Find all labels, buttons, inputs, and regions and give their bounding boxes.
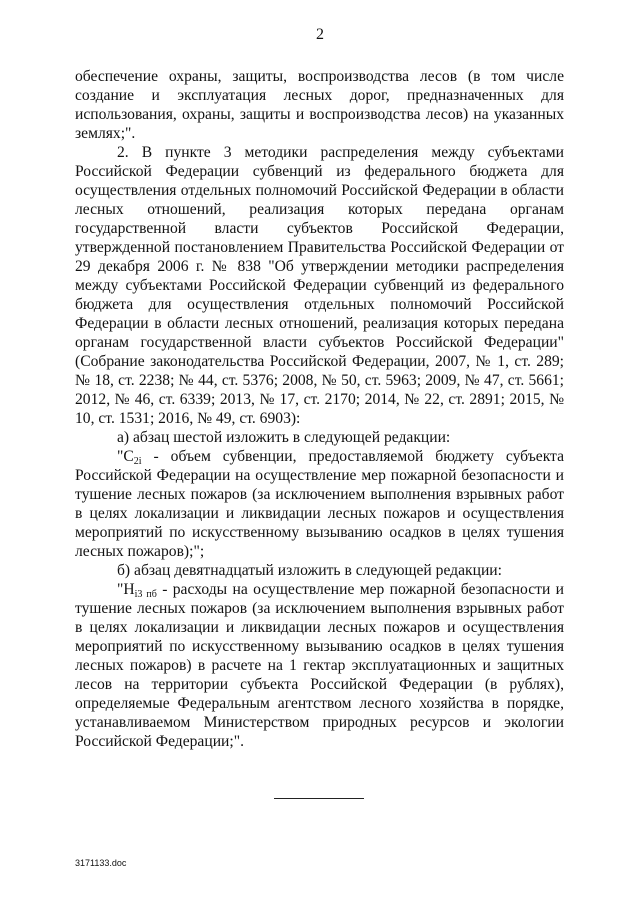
page-number: 2	[316, 26, 324, 43]
quote-text: - расходы на осуществление мер пожарной безопасности и тушение лесных пожаров (за исключением выполнения взрывных работ в целях локализации и ликвидации лесных пожаров и осуществления мероприятий по искусственному вызыванию осадков в целях тушения лесных пожаров) в расчете на 1 гектар эксплуатационных и защитных лесов на территории субъекта Российской Федерации (в рублях), определяемые Федеральным агентством лесного хозяйства в порядке, устанавливаемом Министерством природных ресурсов и экологии Российской Федерации;".	[75, 581, 564, 750]
paragraph-continuation: обеспечение охраны, защиты, воспроизводства лесов (в том числе создание и эксплуатация лесных дорог, предназначенных для использования, охраны, защиты и воспроизводства лесов) на указанных землях;".	[75, 68, 564, 142]
quote-prefix: "С	[117, 448, 134, 465]
end-divider	[274, 798, 364, 799]
paragraph-quote-c2i	[75, 447, 564, 561]
paragraph-quote-hi3	[75, 580, 564, 751]
paragraph-item-2: 2. В пункте 3 методики распределения между субъектами Российской Федерации субвенций из федерального бюджета для осуществления отдельных полномочий Российской Федерации в области лесных отношений, реализация которых передана органам государственной власти субъектов Российской Федерации, утвержденной постановлением Правительства Российской Федерации от 29 декабря 2006 г. № 838 "Об утверждении методики распределения между субъектами Российской Федерации субвенций из федерального бюджета для осуществления отдельных полномочий Российской Федерации в области лесных отношений, реализация которых передана органам государственной власти субъектов Российской Федерации" (Собрание законодательства Российской Федерации, 2007, № 1, ст. 289; № 18, ст. 2238; № 44, ст. 5376; 2008, № 50, ст. 5963; 2009, № 47, ст. 5661; 2012, № 46, ст. 6339; 2013, № 17, ст. 2170; 2014, № 22, ст. 2891; 2015, № 10, ст. 1531; 2016, № 49, ст. 6903):	[75, 144, 564, 427]
footer-doc-code: 3171133.doc	[75, 858, 127, 868]
quote-text: - объем субвенции, предоставляемой бюджету субъекта Российской Федерации на осуществление мер пожарной безопасности и тушение лесных пожаров (за исключением выполнения взрывных работ в целях локализации и ликвидации лесных пожаров и осуществления мероприятий по искусственному вызыванию осадков в целях тушения лесных пожаров);";	[75, 448, 564, 560]
formula-subscript: 2i	[133, 456, 142, 467]
document-body	[75, 67, 564, 751]
paragraph-subitem-a: а) абзац шестой изложить в следующей редакции:	[117, 429, 451, 446]
formula-subscript: i3 пб	[134, 589, 157, 600]
quote-prefix: "Н	[117, 581, 135, 598]
paragraph-subitem-b: б) абзац девятнадцатый изложить в следующей редакции:	[117, 562, 502, 579]
